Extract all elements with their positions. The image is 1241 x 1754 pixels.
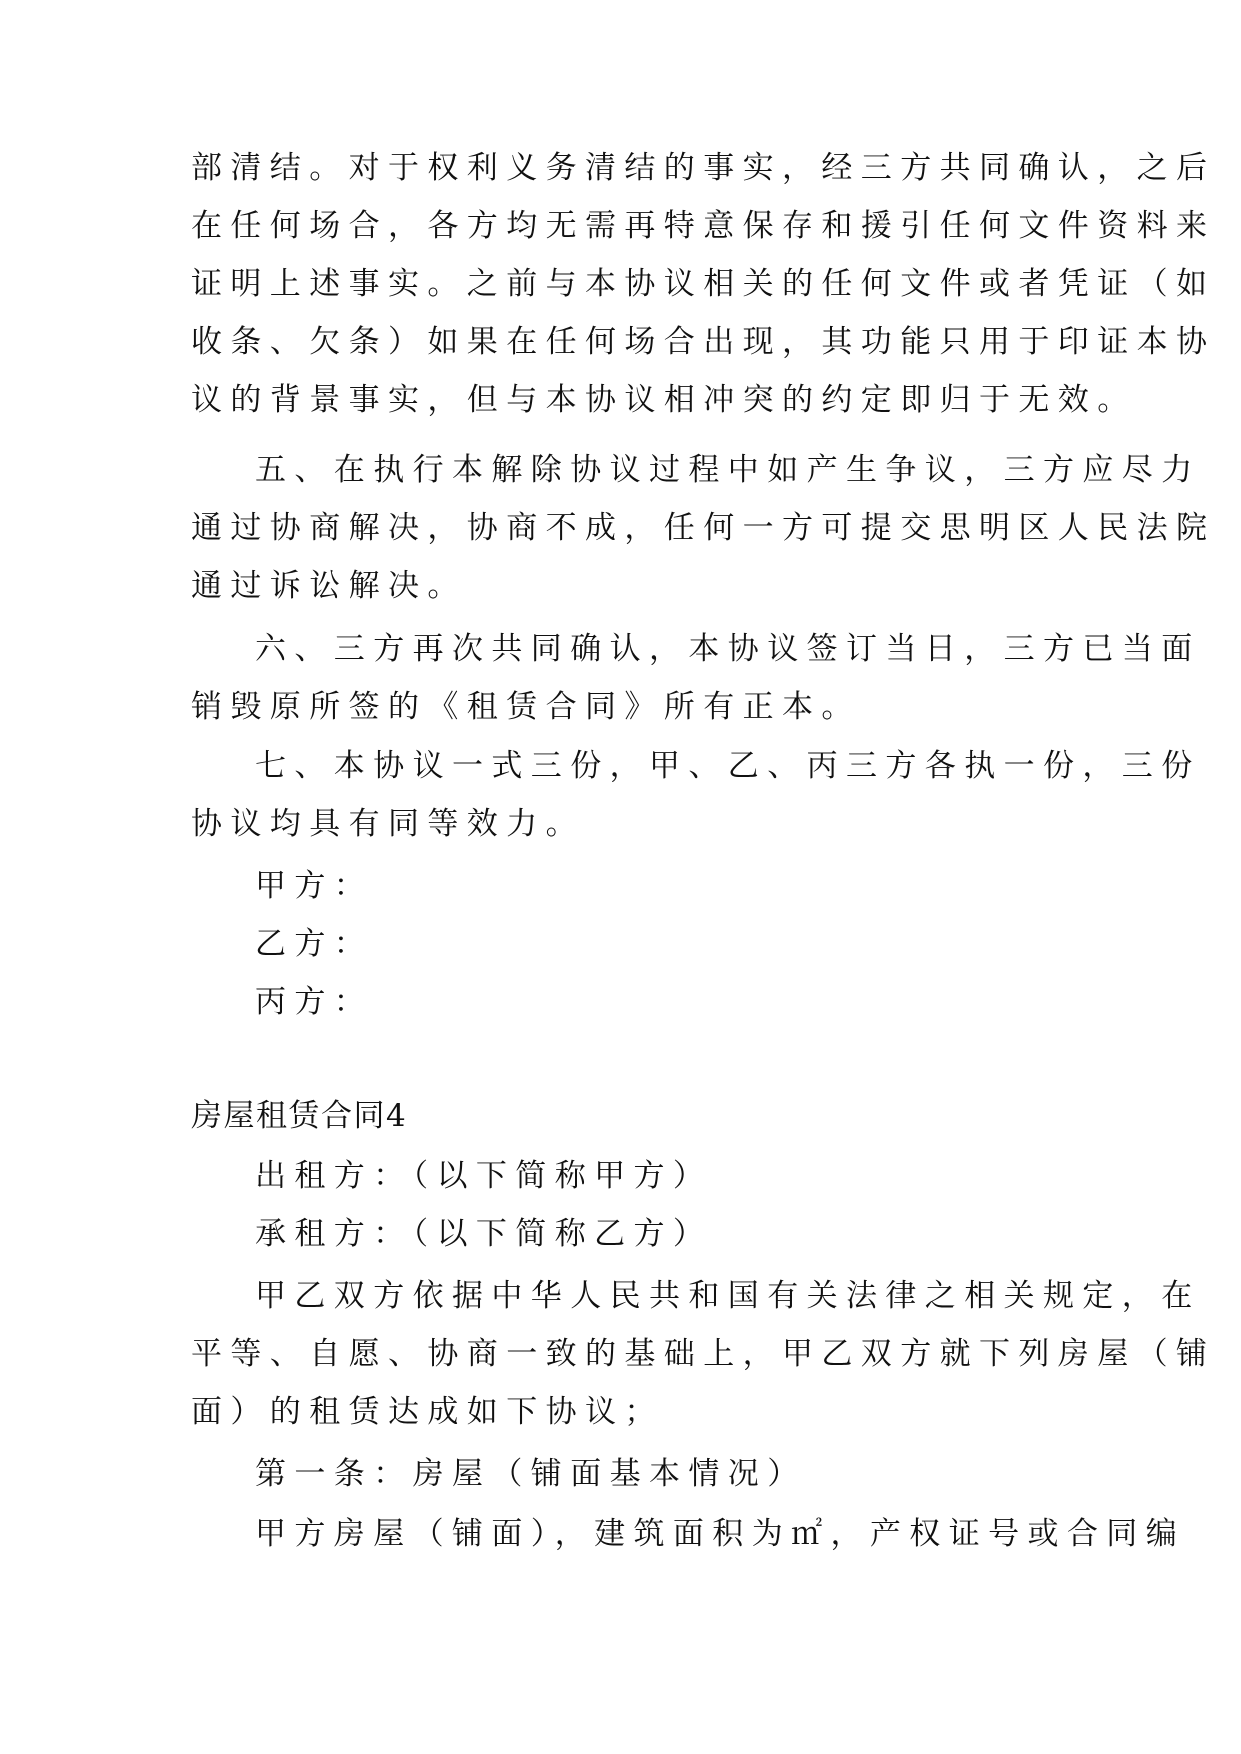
article-one-line: 甲方房屋（铺面），建筑面积为㎡，产权证号或合同编 [255,1516,1186,1552]
signature-party-c: 丙方： [255,984,374,1020]
paragraph-line: 议的背景事实，但与本协议相冲突的约定即归于无效。 [191,382,1137,418]
clause-five-line: 通过协商解决，协商不成，任何一方可提交思明区人民法院 [191,510,1216,546]
article-one-title: 第一条：房屋（铺面基本情况） [255,1456,807,1492]
lessor-line: 出租方：（以下简称甲方） [255,1158,713,1194]
paragraph-line: 在任何场合，各方均无需再特意保存和援引任何文件资料来 [191,208,1216,244]
clause-six-line: 销毁原所签的《租赁合同》所有正本。 [191,689,861,725]
clause-seven-line: 七、本协议一式三份，甲、乙、丙三方各执一份，三份 [255,748,1201,784]
paragraph-line: 部清结。对于权利义务清结的事实，经三方共同确认，之后 [191,150,1216,186]
clause-five-line: 通过诉讼解决。 [191,568,467,604]
signature-party-b: 乙方： [255,926,374,962]
signature-party-a: 甲方： [255,868,374,904]
paragraph-line: 证明上述事实。之前与本协议相关的任何文件或者凭证（如 [191,266,1216,302]
lessee-line: 承租方：（以下简称乙方） [255,1216,713,1252]
clause-five-line: 五、在执行本解除协议过程中如产生争议，三方应尽力 [255,452,1201,488]
intro-line: 甲乙双方依据中华人民共和国有关法律之相关规定，在 [255,1278,1201,1314]
intro-line: 平等、自愿、协商一致的基础上，甲乙双方就下列房屋（铺 [191,1336,1216,1372]
clause-six-line: 六、三方再次共同确认，本协议签订当日，三方已当面 [255,631,1201,667]
intro-line: 面）的租赁达成如下协议； [191,1394,664,1430]
clause-seven-line: 协议均具有同等效力。 [191,806,585,842]
contract-title: 房屋租赁合同4 [191,1098,408,1134]
paragraph-line: 收条、欠条）如果在任何场合出现，其功能只用于印证本协 [191,324,1216,360]
